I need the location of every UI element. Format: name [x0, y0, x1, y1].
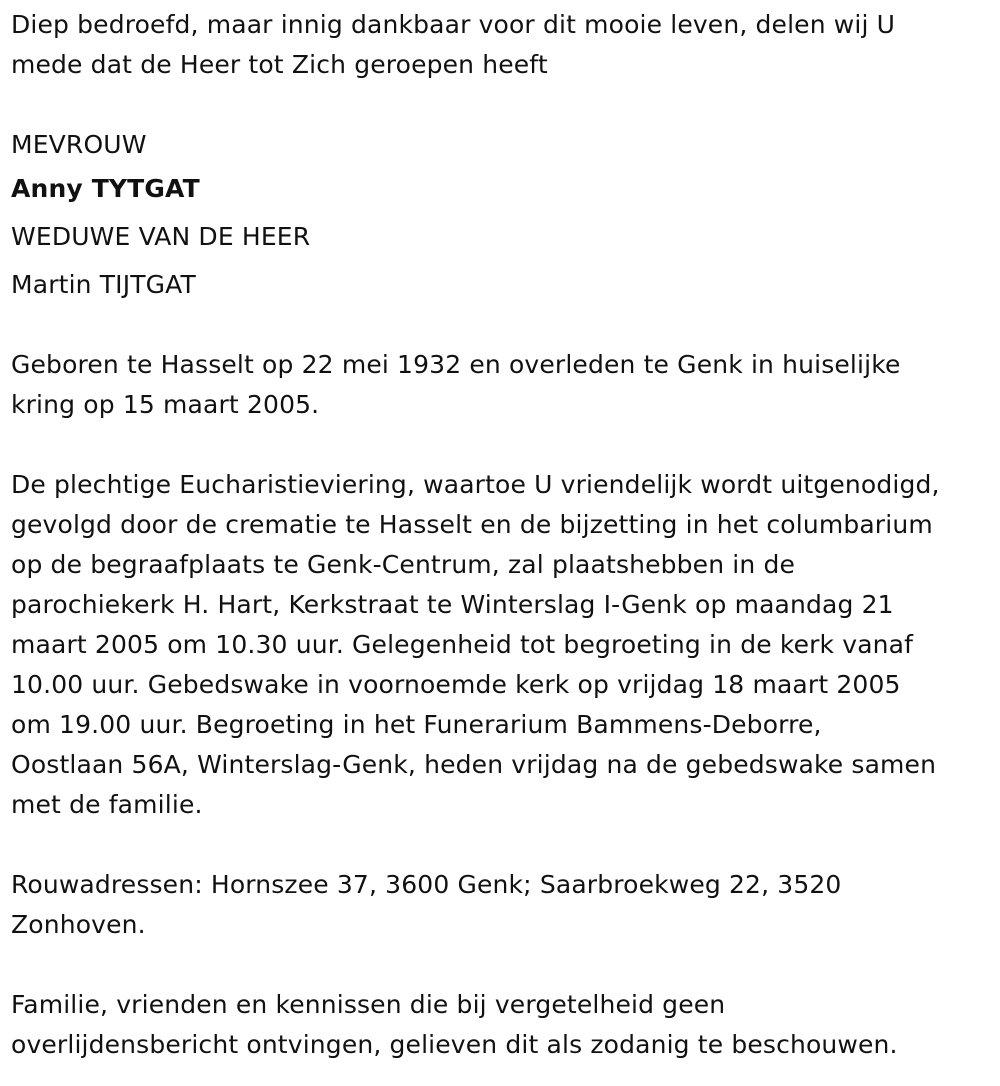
ceremony-line-6: 10.00 uur. Gebedswake in voornoemde kerk op vrijdag 18 maart 2005	[11, 670, 901, 699]
paragraph-gap	[11, 309, 996, 345]
intro-line-2: mede dat de Heer tot Zich geroepen heeft	[11, 50, 548, 79]
ceremony-line-9: met de familie.	[11, 790, 203, 819]
birth-death-line-1: Geboren te Hasselt op 22 mei 1932 en overleden te Genk in huiselijke	[11, 350, 901, 379]
paragraph-gap	[11, 85, 996, 125]
ceremony-paragraph	[11, 465, 996, 825]
paragraph-gap	[11, 425, 996, 465]
obituary-notice	[11, 5, 996, 1065]
closing-paragraph	[11, 985, 996, 1065]
birth-death-paragraph	[11, 345, 996, 425]
deceased-title: MEVROUW	[11, 130, 147, 159]
ceremony-line-5: maart 2005 om 10.30 uur. Gelegenheid tot begroeting in de kerk vanaf	[11, 630, 914, 659]
deceased-name: Anny TYTGAT	[11, 174, 200, 203]
paragraph-gap	[11, 825, 996, 865]
birth-death-line-2: kring op 15 maart 2005.	[11, 390, 320, 419]
spouse-name: Martin TIJTGAT	[11, 270, 196, 299]
addresses-line-1: Rouwadressen: Hornszee 37, 3600 Genk; Saarbroekweg 22, 3520	[11, 870, 842, 899]
addresses-line-2: Zonhoven.	[11, 910, 146, 939]
deceased-block	[11, 125, 996, 309]
paragraph-gap	[11, 945, 996, 985]
ceremony-line-7: om 19.00 uur. Begroeting in het Funerarium Bammens-Deborre,	[11, 710, 822, 739]
intro-paragraph	[11, 5, 996, 85]
ceremony-line-4: parochiekerk H. Hart, Kerkstraat te Winterslag I-Genk op maandag 21	[11, 590, 894, 619]
ceremony-line-2: gevolgd door de crematie te Hasselt en de bijzetting in het columbarium	[11, 510, 933, 539]
widow-of-label: WEDUWE VAN DE HEER	[11, 222, 311, 251]
ceremony-line-3: op de begraafplaats te Genk-Centrum, zal plaatshebben in de	[11, 550, 796, 579]
intro-line-1: Diep bedroefd, maar innig dankbaar voor dit mooie leven, delen wij U	[11, 10, 896, 39]
ceremony-line-8: Oostlaan 56A, Winterslag-Genk, heden vrijdag na de gebedswake samen	[11, 750, 937, 779]
closing-line-1: Familie, vrienden en kennissen die bij vergetelheid geen	[11, 990, 726, 1019]
closing-line-2: overlijdensbericht ontvingen, gelieven dit als zodanig te beschouwen.	[11, 1030, 898, 1059]
addresses-paragraph	[11, 865, 996, 945]
ceremony-line-1: De plechtige Eucharistieviering, waartoe U vriendelijk wordt uitgenodigd,	[11, 470, 940, 499]
